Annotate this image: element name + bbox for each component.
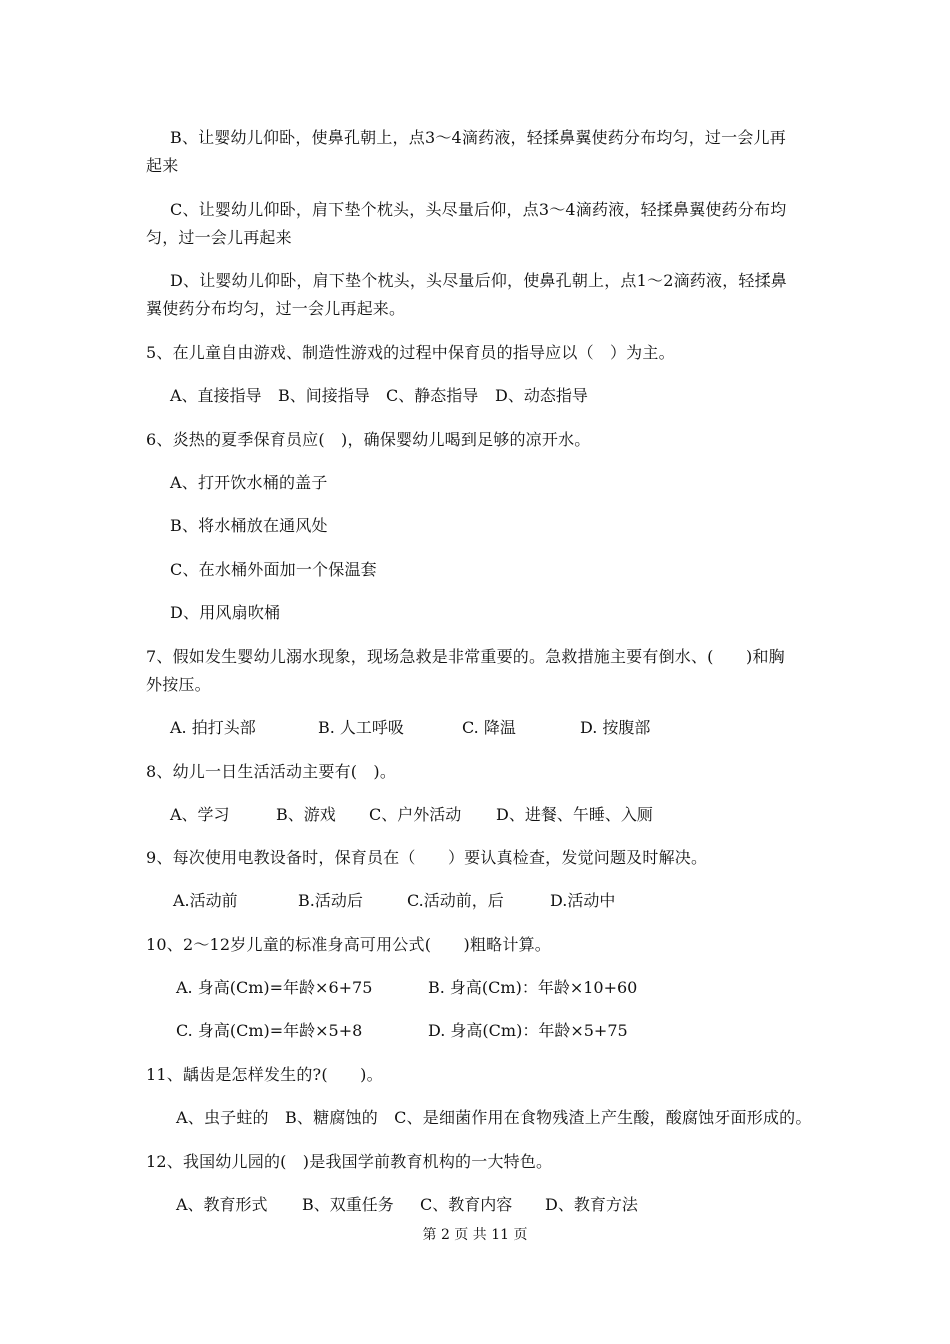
option-d-text: D、让婴幼儿仰卧，肩下垫个枕头，头尽量后仰，使鼻孔朝上，点1～2滴药液，轻揉鼻 bbox=[170, 271, 787, 290]
q7-option-c: C. 降温 bbox=[462, 718, 516, 737]
question-5: 5、在儿童自由游戏、制造性游戏的过程中保育员的指导应以（ ）为主。 bbox=[146, 343, 675, 362]
q7-option-d: D. 按腹部 bbox=[580, 718, 651, 737]
q7-option-a: A. 拍打头部 bbox=[170, 718, 256, 737]
q6-option-c: C、在水桶外面加一个保温套 bbox=[170, 560, 377, 579]
option-b-text: B、让婴幼儿仰卧，使鼻孔朝上，点3～4滴药液，轻揉鼻翼使药分布均匀，过一会儿再 bbox=[170, 128, 786, 147]
option-c-continuation: 匀，过一会儿再起来 bbox=[146, 228, 292, 247]
option-d-continuation: 翼使药分布均匀，过一会儿再起来。 bbox=[146, 299, 406, 318]
q7-option-b: B. 人工呼吸 bbox=[318, 718, 404, 737]
q5-option-c: C、静态指导 bbox=[386, 386, 479, 405]
q8-option-b: B、游戏 bbox=[276, 805, 336, 824]
question-9: 9、每次使用电教设备时，保育员在（ ）要认真检查，发觉问题及时解决。 bbox=[146, 848, 708, 867]
q9-option-c: C.活动前，后 bbox=[407, 891, 504, 910]
q8-option-a: A、学习 bbox=[170, 805, 230, 824]
question-7-continuation: 外按压。 bbox=[146, 675, 211, 694]
q10-option-b: B. 身高(Cm)：年龄×10+60 bbox=[428, 978, 638, 997]
q10-option-c: C. 身高(Cm)=年龄×5+8 bbox=[176, 1021, 363, 1040]
page-footer: 第 2 页 共 11 页 bbox=[422, 1227, 528, 1243]
question-6: 6、炎热的夏季保育员应( )，确保婴幼儿喝到足够的凉开水。 bbox=[146, 430, 591, 449]
q10-option-d: D. 身高(Cm)：年龄×5+75 bbox=[428, 1021, 628, 1040]
q5-option-d: D、动态指导 bbox=[495, 386, 588, 405]
option-c-text: C、让婴幼儿仰卧，肩下垫个枕头，头尽量后仰，点3～4滴药液，轻揉鼻翼使药分布均 bbox=[170, 200, 787, 219]
q5-option-b: B、间接指导 bbox=[278, 386, 370, 405]
q11-options: A、虫子蛀的 B、糖腐蚀的 C、是细菌作用在食物残渣上产生酸，酸腐蚀牙面形成的。 bbox=[176, 1108, 812, 1127]
option-b-continuation: 起来 bbox=[146, 156, 179, 175]
q10-option-a: A. 身高(Cm)=年龄×6+75 bbox=[176, 978, 373, 997]
q5-option-a: A、直接指导 bbox=[170, 386, 262, 405]
q12-option-c: C、教育内容 bbox=[420, 1195, 513, 1214]
q6-option-d: D、用风扇吹桶 bbox=[170, 603, 281, 622]
question-10: 10、2～12岁儿童的标准身高可用公式( )粗略计算。 bbox=[146, 935, 551, 954]
q9-option-b: B.活动后 bbox=[298, 891, 363, 910]
q9-option-d: D.活动中 bbox=[550, 891, 616, 910]
q12-option-d: D、教育方法 bbox=[545, 1195, 638, 1214]
q6-option-b: B、将水桶放在通风处 bbox=[170, 516, 328, 535]
q12-option-a: A、教育形式 bbox=[176, 1195, 268, 1214]
q8-option-c: C、户外活动 bbox=[369, 805, 462, 824]
question-8: 8、幼儿一日生活活动主要有( )。 bbox=[146, 762, 397, 781]
q12-option-b: B、双重任务 bbox=[302, 1195, 394, 1214]
question-7: 7、假如发生婴幼儿溺水现象，现场急救是非常重要的。急救措施主要有倒水、( )和胸 bbox=[146, 647, 785, 666]
q6-option-a: A、打开饮水桶的盖子 bbox=[170, 473, 328, 492]
question-12: 12、我国幼儿园的( )是我国学前教育机构的一大特色。 bbox=[146, 1152, 553, 1171]
q8-option-d: D、进餐、午睡、入厕 bbox=[496, 805, 653, 824]
question-11: 11、龋齿是怎样发生的?( )。 bbox=[146, 1065, 383, 1084]
q9-option-a: A.活动前 bbox=[173, 891, 238, 910]
